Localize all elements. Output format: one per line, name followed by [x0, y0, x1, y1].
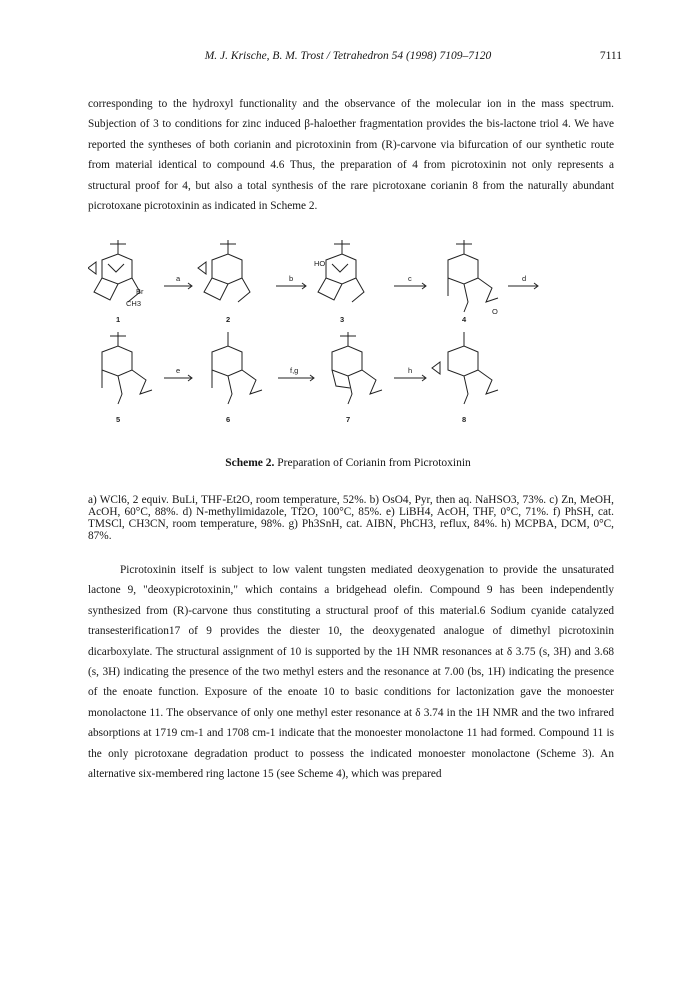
atom-label-o: O [492, 307, 498, 316]
atom-label-ch3: CH3 [126, 299, 142, 308]
molecule-3 [318, 240, 364, 302]
arrow-a [164, 283, 192, 289]
arrow-b [276, 283, 306, 289]
arrow-h [394, 375, 426, 381]
reaction-arrows [164, 283, 538, 381]
step-label-a: a [176, 274, 181, 283]
arrow-fg [278, 375, 314, 381]
page-header [0, 50, 696, 66]
step-label-e: e [176, 366, 181, 375]
step-label-d: d [522, 274, 527, 283]
scheme-caption-text: Preparation of Corianin from Picrotoxinin [277, 457, 471, 469]
atom-label-br: Br [136, 287, 144, 296]
arrow-c [394, 283, 426, 289]
step-label-b: b [289, 274, 294, 283]
arrow-e [164, 375, 192, 381]
scheme-caption [0, 457, 696, 469]
step-label-fg: f,g [290, 366, 299, 375]
compound-label-7: 7 [346, 415, 351, 424]
running-head: M. J. Krische, B. M. Trost / Tetrahedron 54 (1998) 7109–7120 [204, 50, 492, 62]
molecule-5 [102, 332, 152, 404]
molecule-8 [432, 332, 498, 404]
step-label-h: h [408, 366, 413, 375]
compound-label-5: 5 [116, 415, 121, 424]
scheme-2-figure [88, 238, 628, 438]
molecule-6 [212, 332, 262, 404]
compound-label-1: 1 [116, 315, 121, 324]
molecule-2 [198, 240, 250, 302]
compound-label-2: 2 [226, 315, 231, 324]
reaction-conditions: a) WCl6, 2 equiv. BuLi, THF-Et2O, room temperature, 52%. b) OsO4, Pyr, then aq. NaHSO3, 73%. c) Zn, MeOH, AcOH, 60°C, 88%. d) N-methylimidazole, Tf2O, 100°C, 85%. e) LiBH4, AcOH, THF, 0°C, 71%. f) PhSH, cat. TMSCl, CH3CN, room temperature, 98%. g) Ph3SnH, cat. AIBN, PhCH3, reflux, 84%. h) MCPBA, DCM, 0°C, 87%. [88, 494, 614, 542]
compound-label-6: 6 [226, 415, 231, 424]
step-label-c: c [408, 274, 412, 283]
atom-label-ho: HO [314, 259, 326, 268]
scheme-caption-label: Scheme 2. [225, 457, 275, 469]
molecule-1 [88, 240, 140, 302]
molecule-7 [332, 332, 382, 404]
body-paragraph-1: corresponding to the hydroxyl functionality and the observance of the molecular ion in the mass spectrum. Subjection of 3 to conditions for zinc induced β-haloether fragmentation provides the bis-lactone triol 4. We have reported the syntheses of both corianin and picrotoxinin from (R)-carvone via bifurcation of our synthetic route from material identical to compound 4.6 Thus, the preparation of 4 from picrotoxinin not only represents a structural proof for 4, but also a total synthesis of the rare picrotoxane corianin 8 from the naturally abundant picrotoxane picrotoxinin as indicated in Scheme 2. [88, 98, 614, 213]
compound-label-4: 4 [462, 315, 467, 324]
body-paragraph-2: Picrotoxinin itself is subject to low valent tungsten mediated deoxygenation to provide the unsaturated lactone 9, "deoxypicrotoxinin," which contains a bridgehead olefin. Compound 9 has been independently synthesized from (R)-carvone thus constituting a structural proof of this material.6 Sodium cyanide catalyzed transesterification17 of 9 provides the diester 10, the deoxygenated analogue of dimethyl picrotoxinin dicarboxylate. The structural assignment of 10 is supported by the 1H NMR resonances at δ 3.75 (s, 3H) and 3.68 (s, 3H) indicating the presence of the two methyl esters and the resonance at 7.00 (bs, 1H) indicating the presence of the enoate function. Exposure of the enoate 10 to basic conditions for lactonization gave the monoester monolactone 11. The observance of only one methyl ester resonance at δ 3.74 in the 1H NMR and the two infrared absorptions at 1719 cm-1 and 1708 cm-1 indicate that the monoester monolactone 11 had formed. Compound 11 is the only picrotoxane degradation product to possess the indicated monoester monolactone (Scheme 3). An alternative six-membered ring lactone 15 (see Scheme 4), which was prepared [88, 564, 614, 781]
scheme-2-svg [88, 238, 628, 438]
compound-label-8: 8 [462, 415, 467, 424]
page-number: 7111 [599, 50, 622, 62]
molecule-4 [448, 240, 498, 312]
compound-label-3: 3 [340, 315, 345, 324]
arrow-d [508, 283, 538, 289]
